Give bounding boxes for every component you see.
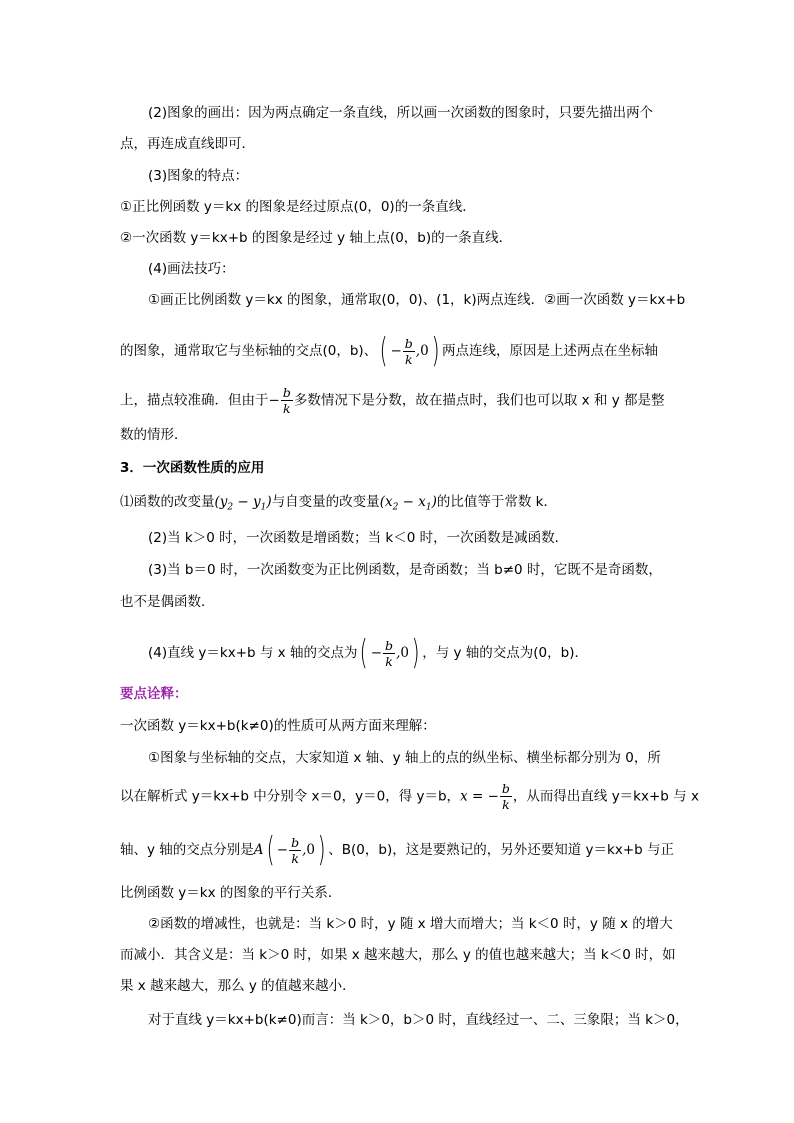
paragraph-monotonicity: (2)当 k＞0 时，一次函数是增函数；当 k＜0 时，一次函数是减函数．	[148, 530, 569, 546]
subheading-drawing-tips: (4)画法技巧：	[148, 261, 235, 277]
paragraph-drawing-tips-line2	[120, 331, 658, 371]
text-segment: 的比值等于常数 k．	[436, 494, 557, 510]
paragraph-key-intersections-line2	[120, 781, 699, 812]
comma-zero: ,	[415, 343, 421, 359]
numerator: b	[385, 637, 394, 653]
minus-sign: −	[268, 392, 280, 409]
subheading-graph-features: (3)图象的特点：	[148, 168, 249, 184]
paragraph-proportional-function: ①正比例函数 y＝kx 的图象是经过原点(0，0)的一条直线．	[120, 199, 476, 215]
zero: 0	[306, 842, 316, 858]
numerator: b	[404, 335, 413, 351]
denominator: k	[502, 797, 510, 812]
text-segment: 以在解析式 y＝kx+b 中分别令 x＝0，y＝0，得 y＝b，	[120, 788, 461, 805]
fraction-b-over-k	[500, 781, 512, 812]
minus-sign: −	[390, 343, 402, 359]
text-segment: 上，描点较准确．但由于	[120, 392, 269, 409]
paragraph-graph-drawing-cont: 点，再连成直线即可．	[120, 136, 255, 152]
fraction-b-over-k	[281, 385, 293, 416]
fraction-b-over-k	[403, 336, 415, 367]
paragraph-drawing-tips: ①画正比例函数 y＝kx 的图象，通常取(0，0)、(1，k)两点连线．②画一次函数 y＝kx+b	[148, 292, 686, 308]
paragraph-key-intersections-line3	[120, 830, 674, 870]
paragraph-key-intersections: ①图象与坐标轴的交点，大家知道 x 轴、y 轴上的点的纵坐标、横坐标都分别为 0，所	[148, 750, 661, 766]
key-points-title: 要点诠释：	[120, 686, 188, 702]
text-segment: ⑴函数的改变量	[120, 494, 215, 510]
paragraph-intercepts	[148, 633, 588, 673]
text-segment: 与自变量的改变量	[271, 494, 380, 510]
paragraph-drawing-tips-line3	[120, 385, 664, 416]
x-equals-expression: x = −	[460, 788, 499, 805]
fraction-b-over-k	[383, 638, 395, 669]
paragraph-parity-cont: 也不是偶函数．	[120, 594, 215, 610]
comma-zero: ,	[302, 842, 307, 858]
delta-y-expression: $(y_2 - y_1)$	[214, 494, 272, 513]
left-paren: (	[266, 830, 275, 870]
text-segment: 多数情况下是分数，故在描点时，我们也可以取 x 和 y 都是整	[293, 392, 665, 409]
paragraph-key-intro: 一次函数 y＝kx+b(k≠0)的性质可从两方面来理解：	[120, 718, 436, 734]
text-segment: 、B(0，b)，这是要熟记的，另外还要知道 y＝kx+b 与正	[328, 842, 674, 858]
paragraph-graph-drawing: (2)图象的画出：因为两点确定一条直线，所以画一次函数的图象时，只要先描出两个	[148, 105, 654, 121]
section-heading-3: 3．一次函数性质的应用	[120, 460, 265, 476]
numerator: b	[282, 385, 291, 400]
paragraph-key-quadrants: 对于直线 y＝kx+b(k≠0)而言：当 k＞0，b＞0 时，直线经过一、二、三象限；当 k＞0，	[148, 1012, 689, 1028]
numerator: b	[501, 781, 510, 796]
minus-sign: −	[370, 645, 383, 661]
text-segment: ，从而得出直线 y＝kx+b 与 x	[512, 788, 699, 805]
left-paren: (	[379, 331, 388, 371]
paragraph-key-monotonicity-line2: 而减小．其含义是：当 k＞0 时，如果 x 越来越大，那么 y 的值也越来越大；当 k＜0 时，如	[120, 947, 676, 963]
text-segment: 轴、y 轴的交点分别是	[120, 842, 254, 858]
denominator: k	[385, 653, 393, 669]
right-paren: )	[411, 633, 420, 673]
denominator: k	[283, 401, 291, 416]
denominator: k	[291, 850, 299, 866]
point-a-label: A	[253, 842, 264, 858]
numerator: b	[291, 834, 300, 850]
fraction-b-over-k	[289, 835, 301, 866]
delta-x-expression: $(x_2 - x_1)$	[379, 494, 437, 513]
text-segment: ，与 y 轴的交点为(0，b)．	[422, 645, 588, 661]
paragraph-key-parallel: 比例函数 y＝kx 的图象的平行关系．	[120, 885, 342, 901]
comma-zero: ,	[396, 645, 401, 661]
text-segment: 的图象，通常取它与坐标轴的交点(0，b)、	[120, 343, 378, 359]
paragraph-key-monotonicity-line3: 果 x 越来越大，那么 y 的值越来越小．	[120, 978, 356, 994]
paragraph-linear-function: ②一次函数 y＝kx+b 的图象是经过 y 轴上点(0，b)的一条直线．	[120, 230, 513, 246]
right-paren: )	[431, 331, 440, 371]
left-paren: (	[360, 633, 369, 673]
right-paren: )	[317, 830, 326, 870]
zero: 0	[420, 343, 429, 359]
minus-sign: −	[276, 842, 289, 858]
paragraph-parity: (3)当 b＝0 时，一次函数变为正比例函数，是奇函数；当 b≠0 时，它既不是奇函数，	[148, 562, 662, 578]
paragraph-drawing-tips-line4: 数的情形．	[120, 427, 188, 443]
text-segment: (4)直线 y＝kx+b 与 x 轴的交点为	[148, 645, 358, 661]
paragraph-key-monotonicity: ②函数的增减性，也就是：当 k＞0 时，y 随 x 增大而增大；当 k＜0 时，y 随 x 的增大	[148, 916, 673, 932]
text-segment: 两点连线，原因是上述两点在坐标轴	[441, 343, 658, 359]
denominator: k	[405, 351, 413, 367]
zero: 0	[400, 645, 409, 661]
paragraph-rate-of-change	[120, 492, 557, 518]
